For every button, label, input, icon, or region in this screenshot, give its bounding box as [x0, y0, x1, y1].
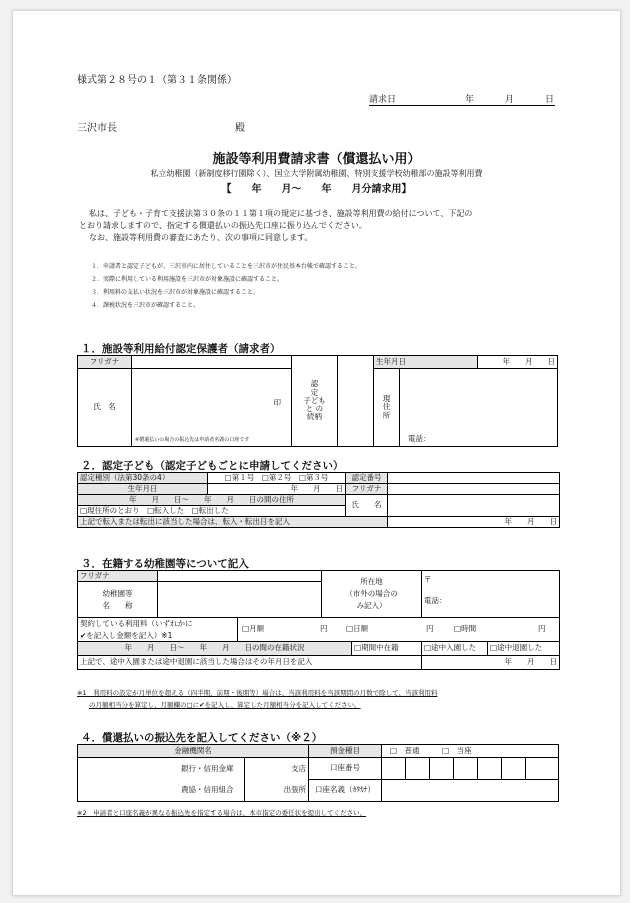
page-subtitle: 私立幼稚園（新制度移行園除く）、国立大学附属幼稚園、特別支援学校幼稚部の施設等利用費 — [150, 169, 483, 178]
s1-phone-label: 電話： — [408, 433, 431, 443]
s4-deposit-type-label: 預金種目 — [309, 745, 382, 758]
s3-enroll-full[interactable]: □期間中在籍 — [352, 642, 422, 656]
intro-line-3: なお、施設等利用費の審査にあたり、次の事項に同意します。 — [89, 233, 313, 242]
s1-seal-mark: 印 — [273, 398, 281, 407]
s3-enroll-period-label: 年 月 日～ 年 月 日の間の在籍状況 — [78, 642, 352, 656]
consent-3: ３．利用料の支払い状況を三沢市が対象施設に確認すること。 — [91, 289, 260, 296]
s3-facility-name-field[interactable] — [158, 582, 322, 618]
s4-branch-type-2: 出張所 — [244, 780, 309, 802]
s2-transfer-date[interactable]: 年 月 日 — [388, 517, 560, 528]
s3-monthly-yen: 円 — [320, 624, 328, 633]
s4-account-digit-6[interactable] — [501, 758, 525, 780]
s2-type-options[interactable]: □第１号 □第２号 □第３号 — [208, 473, 346, 484]
note1-line-2: の月額相当分を算定し、月額欄の□に✔を記入し、算定した月額相当分を記入してください。 — [89, 701, 361, 709]
s4-deposit-type-options[interactable]: □ 普通 □ 当座 — [381, 745, 558, 758]
s3-enroll-joined[interactable]: □途中入園した — [422, 642, 488, 656]
s1-address-field[interactable] — [400, 369, 558, 447]
s3-furigana-field[interactable] — [158, 571, 322, 582]
period-line: 【 年 月～ 年 月分請求用】 — [221, 184, 412, 195]
s3-location-field[interactable] — [422, 571, 560, 618]
s4-account-digit-1[interactable] — [381, 758, 405, 780]
s3-daily-checkbox[interactable]: □日額 — [346, 624, 369, 633]
s4-account-digit-4[interactable] — [453, 758, 477, 780]
s3-fee-options[interactable] — [238, 618, 560, 642]
s3-facility-name-label: 幼稚園等 名 称 — [78, 582, 158, 618]
consent-2: ２．実際に利用している利用施設を三沢市が対象施設に確認すること。 — [91, 276, 284, 283]
addressee-honorific: 殿 — [235, 123, 245, 134]
section3-table — [77, 570, 560, 670]
s1-name-field[interactable] — [132, 369, 292, 447]
s4-account-digit-3[interactable] — [429, 758, 453, 780]
s3-daily-yen: 円 — [426, 624, 434, 633]
s4-account-no-label: 口座番号 — [309, 758, 382, 780]
request-date-month: 月 — [505, 95, 515, 105]
request-date-day: 日 — [545, 95, 555, 105]
request-date — [369, 92, 555, 106]
section3-heading: ３．在籍する幼稚園等について記入 — [81, 558, 249, 570]
s4-bank-type-2: 農協・信用組合 — [78, 780, 245, 802]
note1-line-1: ※1 利用料の設定が月単位を超える（四半期、前期・後期等）場合は、当該利用料を当該期間の月数で除して、当該利用料 — [77, 689, 438, 697]
s3-monthly-checkbox[interactable]: □月額 — [242, 624, 265, 633]
s1-relation-label: 認 定 子ども と の 続柄 — [292, 356, 338, 447]
consent-1: １．申請者と認定子どもが、三沢市内に居住していることを三沢市が住民基本台帳で確認すること。 — [91, 263, 362, 270]
s4-account-digit-5[interactable] — [477, 758, 501, 780]
page-title: 施設等利用費請求書（償還払い用） — [212, 152, 421, 167]
s3-furigana-label: フリガナ — [78, 571, 158, 582]
s2-furigana-label: フリガナ — [346, 484, 388, 495]
request-date-label: 請求日 — [369, 95, 397, 105]
s1-birthdate-field[interactable]: 年 月 日 — [478, 356, 558, 369]
s3-fee-label: 契約している利用料（いずれかに ✔を記入し金額を記入）※1 — [78, 618, 238, 642]
s3-hourly-yen: 円 — [538, 624, 546, 633]
s4-account-digit-2[interactable] — [405, 758, 429, 780]
s2-name-field[interactable] — [388, 495, 560, 517]
s2-furigana-field[interactable] — [388, 484, 560, 495]
s3-postal-mark: 〒 — [424, 575, 432, 584]
section1-table — [77, 355, 558, 447]
s2-period-address-label: 年 月 日～ 年 月 日の間の住所 — [78, 495, 346, 506]
s3-midway-date[interactable]: 年 月 日 — [422, 656, 560, 670]
s2-cert-field[interactable] — [388, 473, 560, 484]
s1-address-label: 現 住 所 — [374, 369, 400, 447]
s1-seal-note: ※償還払いの場合の振込先は申請者名義の口座です — [135, 436, 250, 443]
form-page — [12, 10, 621, 896]
request-date-year: 年 — [465, 95, 475, 105]
s3-hourly-checkbox[interactable]: □時間 — [454, 624, 477, 633]
form-number: 様式第２８号の１（第３１条関係） — [77, 75, 237, 86]
s1-furigana-field[interactable] — [132, 356, 292, 369]
s2-address-options[interactable]: □現住所のとおり □転入した □転出した — [78, 506, 346, 517]
s3-enroll-left[interactable]: □途中退園した — [488, 642, 560, 656]
intro-line-2: とおり請求しますので、指定する償還払いの振込先口座に振り込んでください。 — [79, 221, 367, 230]
addressee-name: 三沢市長 — [77, 123, 117, 134]
s1-relation-field[interactable] — [338, 356, 374, 447]
section4-heading: ４．償還払いの振込先を記入してください（※２） — [81, 732, 323, 744]
s4-account-digit-7[interactable] — [525, 758, 558, 780]
section4-table — [77, 744, 559, 802]
section2-table — [77, 472, 560, 528]
s2-name-label: 氏 名 — [346, 495, 388, 517]
s1-birthdate-label: 生年月日 — [374, 356, 478, 369]
section1-heading: １．施設等利用給付認定保護者（請求者） — [81, 343, 281, 355]
s2-type-label: 認定種別（法第30条の4） — [78, 473, 208, 484]
s2-birthdate-label: 生年月日 — [78, 484, 208, 495]
s1-name-label: 氏 名 — [78, 369, 132, 447]
s4-account-name-field[interactable] — [381, 780, 558, 802]
section2-heading: ２．認定子ども（認定子どもごとに申請してください） — [81, 460, 344, 472]
s2-cert-label: 認定番号 — [346, 473, 388, 484]
s4-branch-type-1: 支店 — [244, 758, 309, 780]
s3-phone-label: 電話： — [424, 595, 447, 605]
s1-furigana-label: フリガナ — [78, 356, 132, 369]
s4-account-name-label: 口座名義（ｶﾀｶﾅ） — [309, 780, 382, 802]
s4-bank-type-1: 銀行・信用金庫 — [78, 758, 245, 780]
consent-4: ４．課税状況を三沢市が確認すること。 — [91, 302, 200, 309]
s2-birthdate-field[interactable]: 年 月 日 — [208, 484, 346, 495]
s4-bank-header: 金融機関名 — [78, 745, 309, 758]
s2-transfer-note: 上記で転入または転出に該当した場合は、転入・転出日を記入 — [78, 517, 388, 528]
intro-line-1: 私は、子ども・子育て支援法第３０条の１１第１項の規定に基づき、施設等利用費の給付について、下記の — [89, 209, 473, 218]
s3-midway-note: 上記で、途中入園または途中退園に該当した場合はその年月日を記入 — [78, 656, 422, 670]
s3-location-label: 所在地 （市外の場合の み記入） — [322, 571, 422, 618]
note2: ※2 申請者と口座名義が異なる振込先を指定する場合は、本市指定の委任状を提出してください。 — [77, 809, 367, 817]
